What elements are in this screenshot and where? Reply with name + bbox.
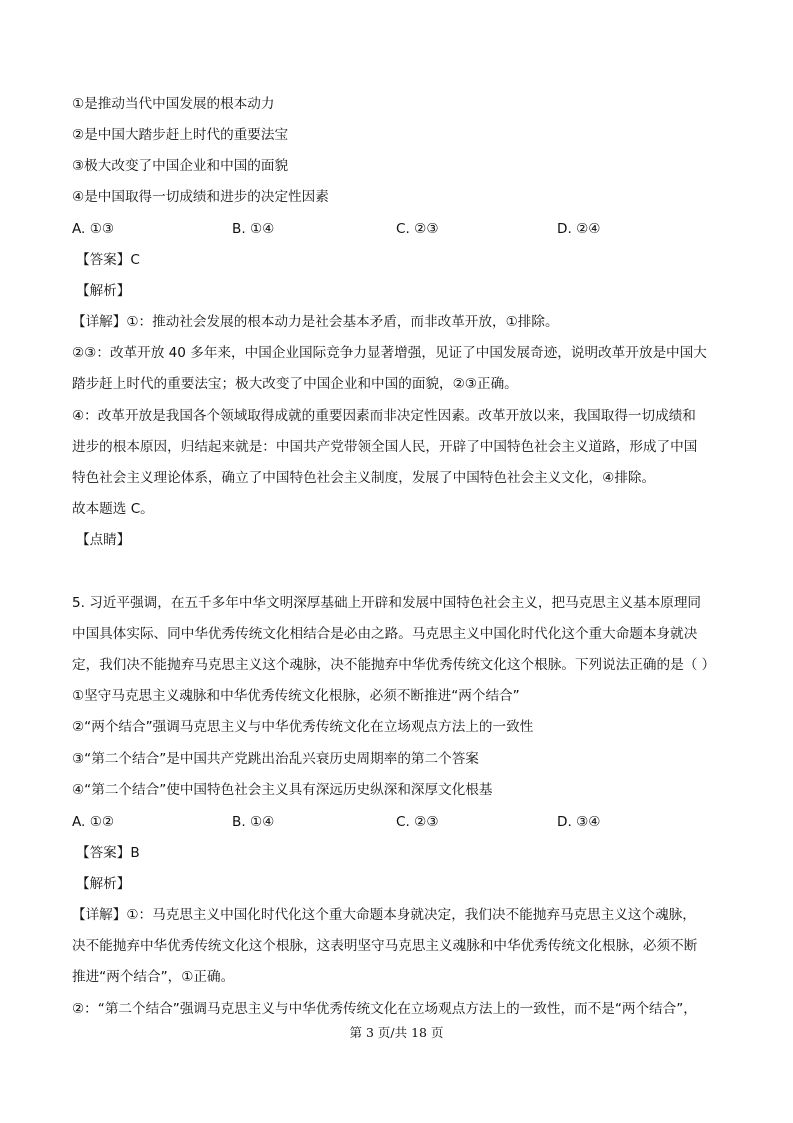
q4-option-a: A. ①③ [72, 221, 115, 237]
q4-statement-1: ①是推动当代中国发展的根本动力 [72, 96, 275, 112]
q5-detail-line-1: 【详解】①：马克思主义中国化时代化这个重大命题本身就决定，我们决不能抛弃马克思主义这个魂脉， [72, 907, 696, 923]
q4-detail-line-5: 进步的根本原因，归结起来就是：中国共产党带领全国人民，开辟了中国特色社会主义道路，形成了中国 [72, 439, 698, 455]
q5-detail-line-2: 决不能抛弃中华优秀传统文化这个根脉，这表明坚守马克思主义魂脉和中华优秀传统文化根脉，必须不断 [72, 938, 698, 954]
q4-detail-line-2: ②③：改革开放 40 多年来，中国企业国际竞争力显著增强，见证了中国发展奇迹，说明改革开放是中国大 [72, 345, 707, 361]
q4-detail-line-4: ④：改革开放是我国各个领域取得成就的重要因素而非决定性因素。改革开放以来，我国取得一切成绩和 [72, 408, 696, 424]
q4-option-d: D. ②④ [557, 221, 601, 237]
q5-stem-line-3: 定，我们决不能抛弃马克思主义这个魂脉，决不能抛弃中华优秀传统文化这个根脉。下列说法正确的是（ ） [72, 657, 716, 673]
page-footer: 第 3 页/共 18 页 [349, 1025, 444, 1040]
q5-statement-2: ②“两个结合”强调马克思主义与中华优秀传统文化在立场观点方法上的一致性 [72, 719, 534, 735]
q4-statement-3: ③极大改变了中国企业和中国的面貌 [72, 158, 289, 174]
q5-option-a: A. ①② [72, 814, 115, 830]
q4-detail-line-3: 踏步赶上时代的重要法宝；极大改变了中国企业和中国的面貌，②③正确。 [72, 376, 518, 392]
q4-dianjing-label: 【点睛】 [76, 532, 131, 548]
q4-answer: 【答案】C [76, 252, 140, 268]
q5-option-c: C. ②③ [396, 814, 439, 830]
q4-detail-line-7: 故本题选 C。 [72, 501, 154, 517]
q4-option-c: C. ②③ [396, 221, 439, 237]
q5-stem-line-1: 5. 习近平强调，在五千多年中华文明深厚基础上开辟和发展中国特色社会主义，把马克思主义基本原理同 [72, 595, 702, 611]
q4-detail-line-1: 【详解】①：推动社会发展的根本动力是社会基本矛盾，而非改革开放，①排除。 [72, 314, 559, 330]
q5-statement-4: ④“第二个结合”使中国特色社会主义具有深远历史纵深和深厚文化根基 [72, 782, 493, 798]
q5-statement-1: ①坚守马克思主义魂脉和中华优秀传统文化根脉，必须不断推进“两个结合” [72, 688, 520, 704]
q4-analysis-label: 【解析】 [76, 283, 131, 299]
q5-statement-3: ③“第二个结合”是中国共产党跳出治乱兴衰历史周期率的第二个答案 [72, 751, 479, 767]
q5-detail-line-3: 推进“两个结合”，①正确。 [72, 969, 235, 985]
q5-option-d: D. ③④ [557, 814, 601, 830]
q4-statement-2: ②是中国大踏步赶上时代的重要法宝 [72, 127, 289, 143]
q4-statement-4: ④是中国取得一切成绩和进步的决定性因素 [72, 189, 329, 205]
q5-answer: 【答案】B [76, 845, 140, 861]
q5-detail-line-4: ②：“第二个结合”强调马克思主义与中华优秀传统文化在立场观点方法上的一致性，而不是“两个结合”， [72, 1001, 697, 1017]
q5-stem-line-2: 中国具体实际、同中华优秀传统文化相结合是必由之路。马克思主义中国化时代化这个重大命题本身就决 [72, 626, 698, 642]
q4-detail-line-6: 特色社会主义理论体系，确立了中国特色社会主义制度，发展了中国特色社会主义文化，④排除。 [72, 470, 656, 486]
q5-option-b: B. ①④ [232, 814, 275, 830]
q5-analysis-label: 【解析】 [76, 876, 131, 892]
q4-option-b: B. ①④ [232, 221, 275, 237]
